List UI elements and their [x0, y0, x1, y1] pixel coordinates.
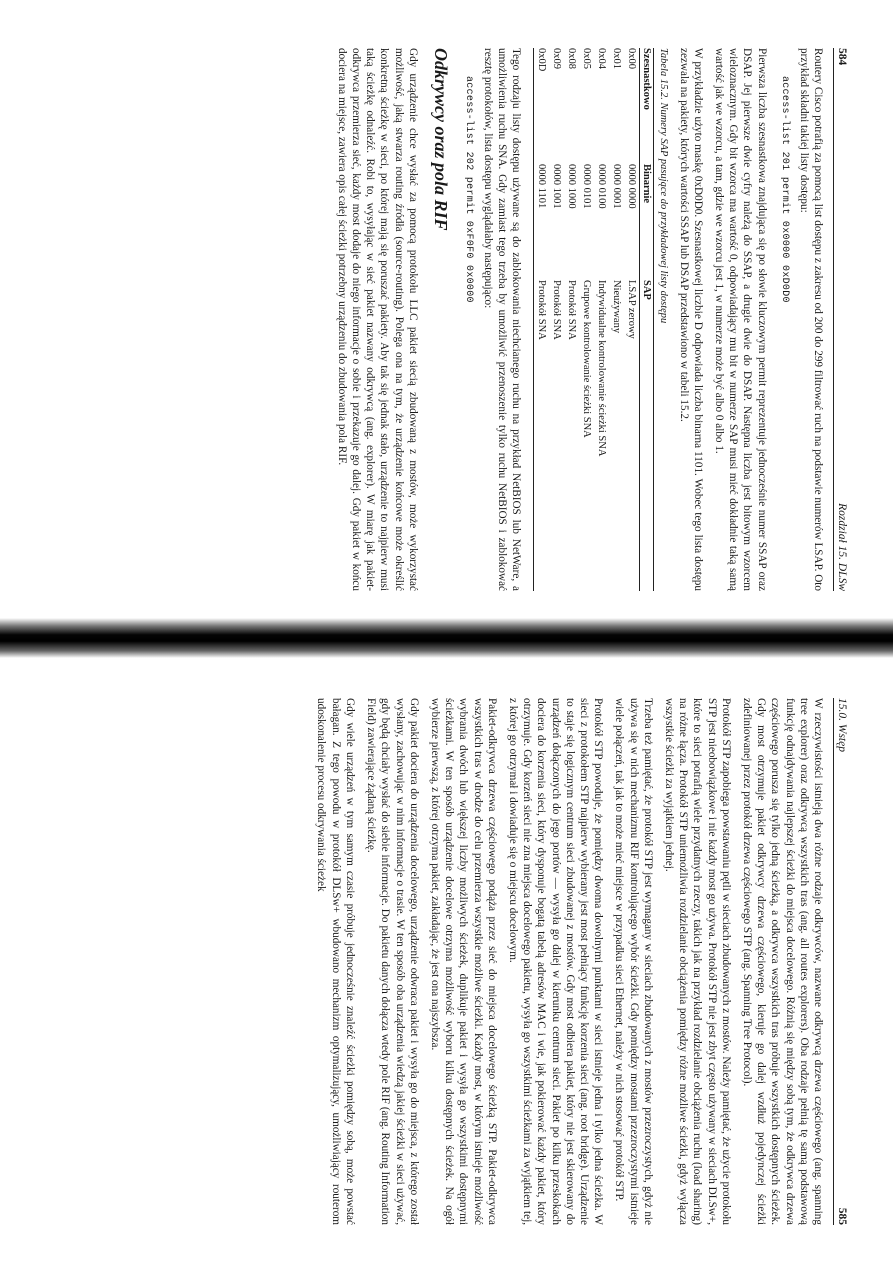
- paragraph: Pierwsza liczba szesnastkowa znajdująca się po słowie kluczowym permit reprezentuje jednocześnie numer SSAP oraz DSAP. Jej pierwsze dwie cyfry należą do SSAP, a drugie dwie do DSAP. Następna liczba jest bitowym wzorcem wieloznacznym. Gdy bit wzorca ma wartość 0, odpowiadający mu bit w numerze SAP musi mieć dokładnie taką samą wartość jak we wzorcu, a tam, gdzie we wzorcu jest 1, w numerze może być albo 0 albo 1.: [712, 48, 768, 591]
- paragraph: Gdy pakiet dociera do urządzenia docelowego, urządzenie odwraca pakiet i wysyła go do miejsca, z którego został wysłany, zachowując w nim informacje o trasie. W ten sposób oba urządzenia wiedzą jakiej ścieżki w sieci używać, gdy będą chciały wysłać do siebie informacje. Do pakietu danych dołącza wtedy pole RIF (ang. Routing Information Field) zawierające żądaną ścieżkę.: [365, 698, 420, 1225]
- table-header-row: [640, 48, 654, 591]
- paragraph: Routery Cisco potrafią za pomocą list dostępu z zakresu od 200 do 299 filtrować ruch na podstawie numerów LSAP. Oto przykład składni takiej listy dostępu:: [797, 48, 824, 591]
- table-cell: 0x04: [596, 48, 608, 69]
- left-page: [0, 0, 893, 625]
- page-header: [833, 48, 848, 591]
- paragraph: Gdy urządzenie chce wysłać za pomocą protokołu LLC pakiet siecią zbudowaną z mostów, może wykorzystać możliwość, jaką stwarza routing źródła (source-routing). Polega ona na tym, że urządzenie końcowe może określić konkretną ścieżkę w sieci, po której mają się poruszać pakiety. Aby tak się jednak stało, urządzenie to najpierw musi taką ścieżkę odnaleźć. Robi to, wysyłając w sieć pakiet nazwany odkrywcą (ang. explorer). W miarę jak pakiet-odkrywca przemierza sieć, każdy most dodaje do niego informacje o sobie i przekazuje go dalej. Gdy pakiet w końcu dociera na miejsce, zawiera opis całej ścieżki potrzebny urządzeniu do zbudowania pola RIF.: [335, 48, 419, 591]
- table-row: [534, 48, 550, 591]
- paragraph: Protokół STP zapobiega powstawaniu pętli w sieciach zbudowanych z mostów. Należy pamiętać, że użycie protokołu STP jest nieobowiązkowe i nie każdy most go używa. Protokół STP nie jest zbyt często używany w sieciach DLSw+, które to sieci potrafią wiele przydatnych rzeczy, takich jak na przykład rozdzielanie obciążenia ruchu (load sharing) na różne łącza. Protokół STP uniemożliwia rozdzielanie obciążenia pomiędzy różne możliwe ścieżki, gdyż wyłącza wszystkie ścieżki za wyjątkiem jednej.: [662, 698, 732, 1226]
- table-cell: Protokół SNA: [566, 280, 578, 340]
- paragraph: Gdy wiele urządzeń w tym samym czasie próbuje jednocześnie znaleźć ścieżki pomiędzy sobą, może powstać bałagan. Z tego powodu w protokół DLSw+ wbudowano mechanizm optymalizujący, umożliwiający routerom udoskonalenie procesu odkrywania ścieżek: [315, 698, 356, 1225]
- table-cell: Nieużywany: [611, 280, 623, 334]
- table-cell: 0000 1101: [534, 164, 550, 280]
- table-row: [564, 48, 579, 591]
- table-cell: Protokół SNA: [551, 280, 563, 340]
- sap-table: [533, 48, 654, 591]
- code-line: access-list 202 permit 0xF0F0 0x0000: [462, 76, 474, 303]
- column-header: SAP: [640, 280, 654, 591]
- table-row: [624, 48, 640, 591]
- paragraph: Pakiet-odkrywca drzewa częściowego podąża przez sieć do miejsca docelowego ścieżką STP. Pakiet-odkrywca wszystkich tras w drodze do celu przemierza wszystkie możliwe ścieżki. Każdy most, w którym istnieje możliwość wybrania dwóch lub większej liczby możliwych ścieżek, duplikuje pakiet i wysyła go wszystkimi dostępnymi ścieżkami. W ten sposób urządzenie docelowe otrzyma możliwość wyboru kilku dostępnych ścieżek. Na ogół wybierze pierwszą, z której otrzyma pakiet, zakładając, że jest ona najszybsza.: [428, 698, 498, 1225]
- table-cell: 0x00: [626, 48, 638, 69]
- running-title: 15.0. Wstęp: [836, 698, 848, 752]
- table-cell: 0x09: [551, 48, 563, 69]
- table-cell: 0x08: [566, 48, 578, 69]
- table-cell: 0x01: [611, 48, 623, 69]
- right-page: [0, 650, 893, 1263]
- page-number: 585: [836, 1207, 848, 1225]
- table-cell: Protokół SNA: [534, 280, 550, 591]
- table-cell: 0000 0000: [626, 164, 638, 209]
- paragraph: W rzeczywistości istnieją dwa różne rodzaje odkrywców, nazwane odkrywcą drzewa częściowego (ang. spanning tree explorer) oraz odkrywcą wszystkich tras (ang. all routes explorers). Oba rodzaje pełnią tę samą podstawową funkcję odnajdywania najlepszej ścieżki do miejsca docelowego. Różnią się między sobą tym, że odkrywca drzewa częściowego porusza się tylko jedną ścieżką, a odkrywca wszystkich tras próbuje wszystkich dostępnych ścieżek. Gdy most otrzymuje pakiet odkrywcy drzewa częściowego, kieruje go dalej wzdłuż pojedynczej ścieżki zdefiniowanej przez protokół drzewa częściowego STP (ang. Spanning Tree Protocol).: [740, 698, 824, 1225]
- table-cell: Grupowe kontrolowanie ścieżki SNA: [581, 280, 593, 438]
- table-row: [579, 48, 594, 591]
- table-cell: 0x0D: [534, 48, 550, 164]
- table-cell: Indywidualne kontrolowanie ścieżki SNA: [596, 280, 608, 457]
- column-header: Szesnastkowo: [640, 48, 654, 164]
- table-cell: 0000 0100: [596, 164, 608, 209]
- paragraph: W przykładzie użyto maskę 0xD0D0. Szesnastkowej liczbie D odpowiada liczba binarna 1101. Wobec tego lista dostępu zezwala na pakiety, których wartości SSAP lub DSAP przedstawiono w tabeli 15.2.: [677, 48, 704, 591]
- page-number: 584: [836, 48, 848, 66]
- table-cell: 0000 0001: [611, 164, 623, 209]
- table-cell: 0x05: [581, 48, 593, 69]
- section-heading: Odkrywcy oraz pola RIF: [430, 48, 451, 231]
- table-cell: 0000 1001: [551, 164, 563, 209]
- column-header: Binarnie: [640, 164, 654, 280]
- code-line: access-list 201 permit 0x0000 0xD0D0: [778, 76, 790, 303]
- paragraph: Tego rodzaju listy dostępu używane są do zablokowania niechcianego ruchu na przykład NetBIOS lub NetWare, a umożliwienia ruchu SNA. Gdy zamiast tego trzeba by umożliwić przenoszenie tylko ruchu NetBIOS i zablokować resztę protokołów, lista dostępu wyglądałaby następująco:: [481, 48, 523, 591]
- running-title: Rozdział 15. DLSw: [836, 503, 848, 591]
- table-cell: 0000 1000: [566, 164, 578, 209]
- table-caption: Tabela 15.2. Numery SAP pasujące do przykładowej listy dostępu: [658, 48, 670, 324]
- paragraph: Trzeba też pamiętać, że protokół STP jest wymagany w sieciach zbudowanych z mostów przezroczystych, gdyż nie używa się w nich mechanizmu RIF kontrolującego wybór ścieżki. Gdy pomiędzy mostami przezroczystymi istnieje wiele połączeń, tak jak to może mieć miejsce w przypadku sieci Ethernet, należy w nich stosować protokół STP.: [613, 698, 654, 1225]
- page-header: [833, 698, 848, 1225]
- paragraph: Protokół STP powoduje, że pomiędzy dwoma dowolnymi punktami w sieci istnieje jedna i tylko jedna ścieżka. W sieci z protokołem STP najpierw wybierany jest most pełniący funkcję korzenia sieci (ang. root bridge). Urządzenie to staje się logicznym centrum sieci zbudowanej z mostów. Gdy most odbiera pakiet, który nie jest skierowany do urządzeń dołączonych do jego portów — wysyła go dalej w kierunku centrum sieci. Pakiet po kilku przeskokach dociera do korzenia sieci, który dysponuje bogatą tabelą adresów MAC i wie, jak pokierować każdy pakiet, który otrzymuje. Gdy korzeń sieci nie zna miejsca docelowego pakietu, wysyła go wszystkimi ścieżkami za wyjątkiem tej, z której go otrzymał i dowiaduje się o miejscu docelowym.: [506, 698, 605, 1225]
- table-row: [609, 48, 624, 591]
- table-cell: 0000 0101: [581, 164, 593, 209]
- table-row: [549, 48, 564, 591]
- table-row: [594, 48, 609, 591]
- table-cell: LSAP zerowy: [626, 280, 638, 339]
